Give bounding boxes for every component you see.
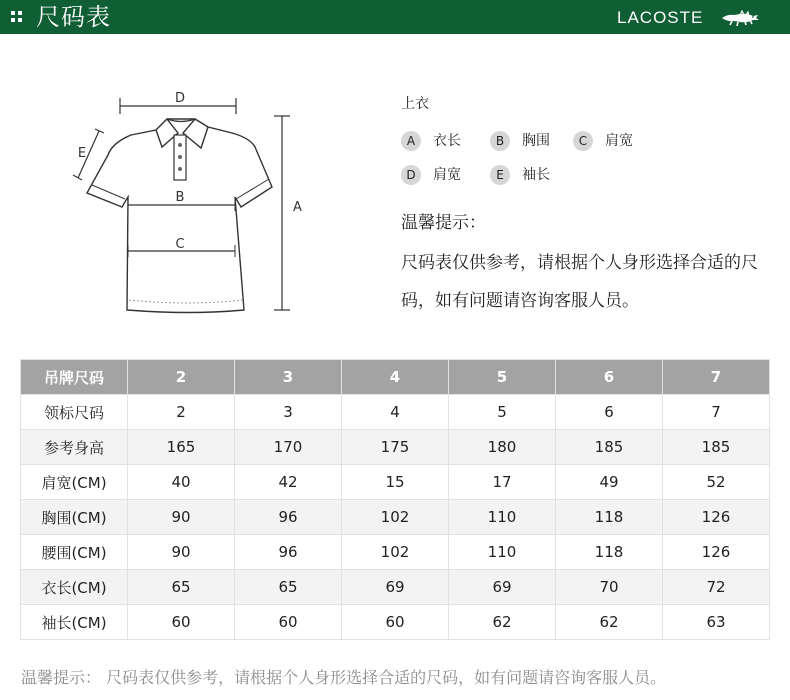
table-row — [21, 605, 770, 640]
table-header-row — [21, 360, 770, 395]
row-label: 腰围(CM) — [21, 535, 128, 570]
table-row — [21, 395, 770, 430]
table-row — [21, 465, 770, 500]
table-cell: 180 — [449, 430, 556, 465]
header-cell: 4 — [342, 360, 449, 395]
table-row — [21, 570, 770, 605]
table-cell: 49 — [556, 465, 663, 500]
table-cell: 62 — [556, 605, 663, 640]
legend-badge: D — [401, 165, 421, 185]
label-e: E — [77, 146, 87, 161]
legend-badge: B — [490, 131, 510, 151]
table-cell: 126 — [663, 535, 770, 570]
page-title: 尺码表 — [36, 3, 111, 31]
table-cell: 60 — [128, 605, 235, 640]
table-cell: 90 — [128, 500, 235, 535]
table-cell: 96 — [235, 535, 342, 570]
table-cell: 40 — [128, 465, 235, 500]
legend-title: 上衣 — [401, 96, 429, 112]
legend-label: 衣长 — [433, 133, 461, 149]
table-row — [21, 500, 770, 535]
table-cell: 118 — [556, 535, 663, 570]
table-cell: 102 — [342, 535, 449, 570]
legend-badge: A — [401, 131, 421, 151]
table-cell: 69 — [449, 570, 556, 605]
row-label: 袖长(CM) — [21, 605, 128, 640]
table-cell: 42 — [235, 465, 342, 500]
table-cell: 65 — [128, 570, 235, 605]
crocodile-logo-icon — [720, 8, 760, 28]
legend-label: 肩宽 — [605, 133, 633, 149]
table-cell: 4 — [342, 395, 449, 430]
row-label: 参考身高 — [21, 430, 128, 465]
header-cell: 6 — [556, 360, 663, 395]
table-cell: 90 — [128, 535, 235, 570]
label-b: B — [175, 190, 185, 205]
table-cell: 52 — [663, 465, 770, 500]
brand-name: LACOSTE — [617, 8, 704, 27]
table-cell: 102 — [342, 500, 449, 535]
table-cell: 110 — [449, 500, 556, 535]
table-cell: 72 — [663, 570, 770, 605]
legend-badge: E — [490, 165, 510, 185]
table-cell: 110 — [449, 535, 556, 570]
table-row — [21, 430, 770, 465]
table-cell: 63 — [663, 605, 770, 640]
table-cell: 118 — [556, 500, 663, 535]
table-cell: 5 — [449, 395, 556, 430]
table-cell: 60 — [342, 605, 449, 640]
row-label: 肩宽(CM) — [21, 465, 128, 500]
table-cell: 69 — [342, 570, 449, 605]
table-cell: 6 — [556, 395, 663, 430]
row-label: 胸围(CM) — [21, 500, 128, 535]
tip-body: 尺码表仅供参考，请根据个人身形选择合适的尺码，如有问题请咨询客服人员。 — [401, 253, 758, 311]
table-cell: 62 — [449, 605, 556, 640]
header-bar — [0, 0, 790, 34]
row-label: 领标尺码 — [21, 395, 128, 430]
shirt-measure-diagram — [70, 85, 310, 320]
table-cell: 60 — [235, 605, 342, 640]
table-cell: 165 — [128, 430, 235, 465]
table-cell: 17 — [449, 465, 556, 500]
header-cell: 2 — [128, 360, 235, 395]
table-cell: 2 — [128, 395, 235, 430]
label-c: C — [175, 237, 185, 252]
table-cell: 3 — [235, 395, 342, 430]
footer-note: 温馨提示： 尺码表仅供参考，请根据个人身形选择合适的尺码，如有问题请咨询客服人员。 — [21, 668, 667, 687]
table-cell: 175 — [342, 430, 449, 465]
label-d: D — [174, 91, 186, 106]
table-cell: 65 — [235, 570, 342, 605]
header-cell: 吊牌尺码 — [21, 360, 128, 395]
legend-badge: C — [573, 131, 593, 151]
legend-label: 袖长 — [522, 167, 550, 183]
size-table — [20, 359, 770, 640]
table-cell: 126 — [663, 500, 770, 535]
table-cell: 185 — [663, 430, 770, 465]
table-row — [21, 535, 770, 570]
grid-dots-icon — [11, 11, 23, 23]
header-cell: 5 — [449, 360, 556, 395]
table-cell: 7 — [663, 395, 770, 430]
table-cell: 96 — [235, 500, 342, 535]
tip-title: 温馨提示： — [401, 213, 486, 233]
table-cell: 170 — [235, 430, 342, 465]
header-cell: 3 — [235, 360, 342, 395]
table-cell: 70 — [556, 570, 663, 605]
legend-label: 胸围 — [522, 133, 550, 149]
label-a: A — [293, 200, 302, 215]
header-cell: 7 — [663, 360, 770, 395]
table-cell: 15 — [342, 465, 449, 500]
row-label: 衣长(CM) — [21, 570, 128, 605]
table-cell: 185 — [556, 430, 663, 465]
legend-label: 肩宽 — [433, 167, 461, 183]
